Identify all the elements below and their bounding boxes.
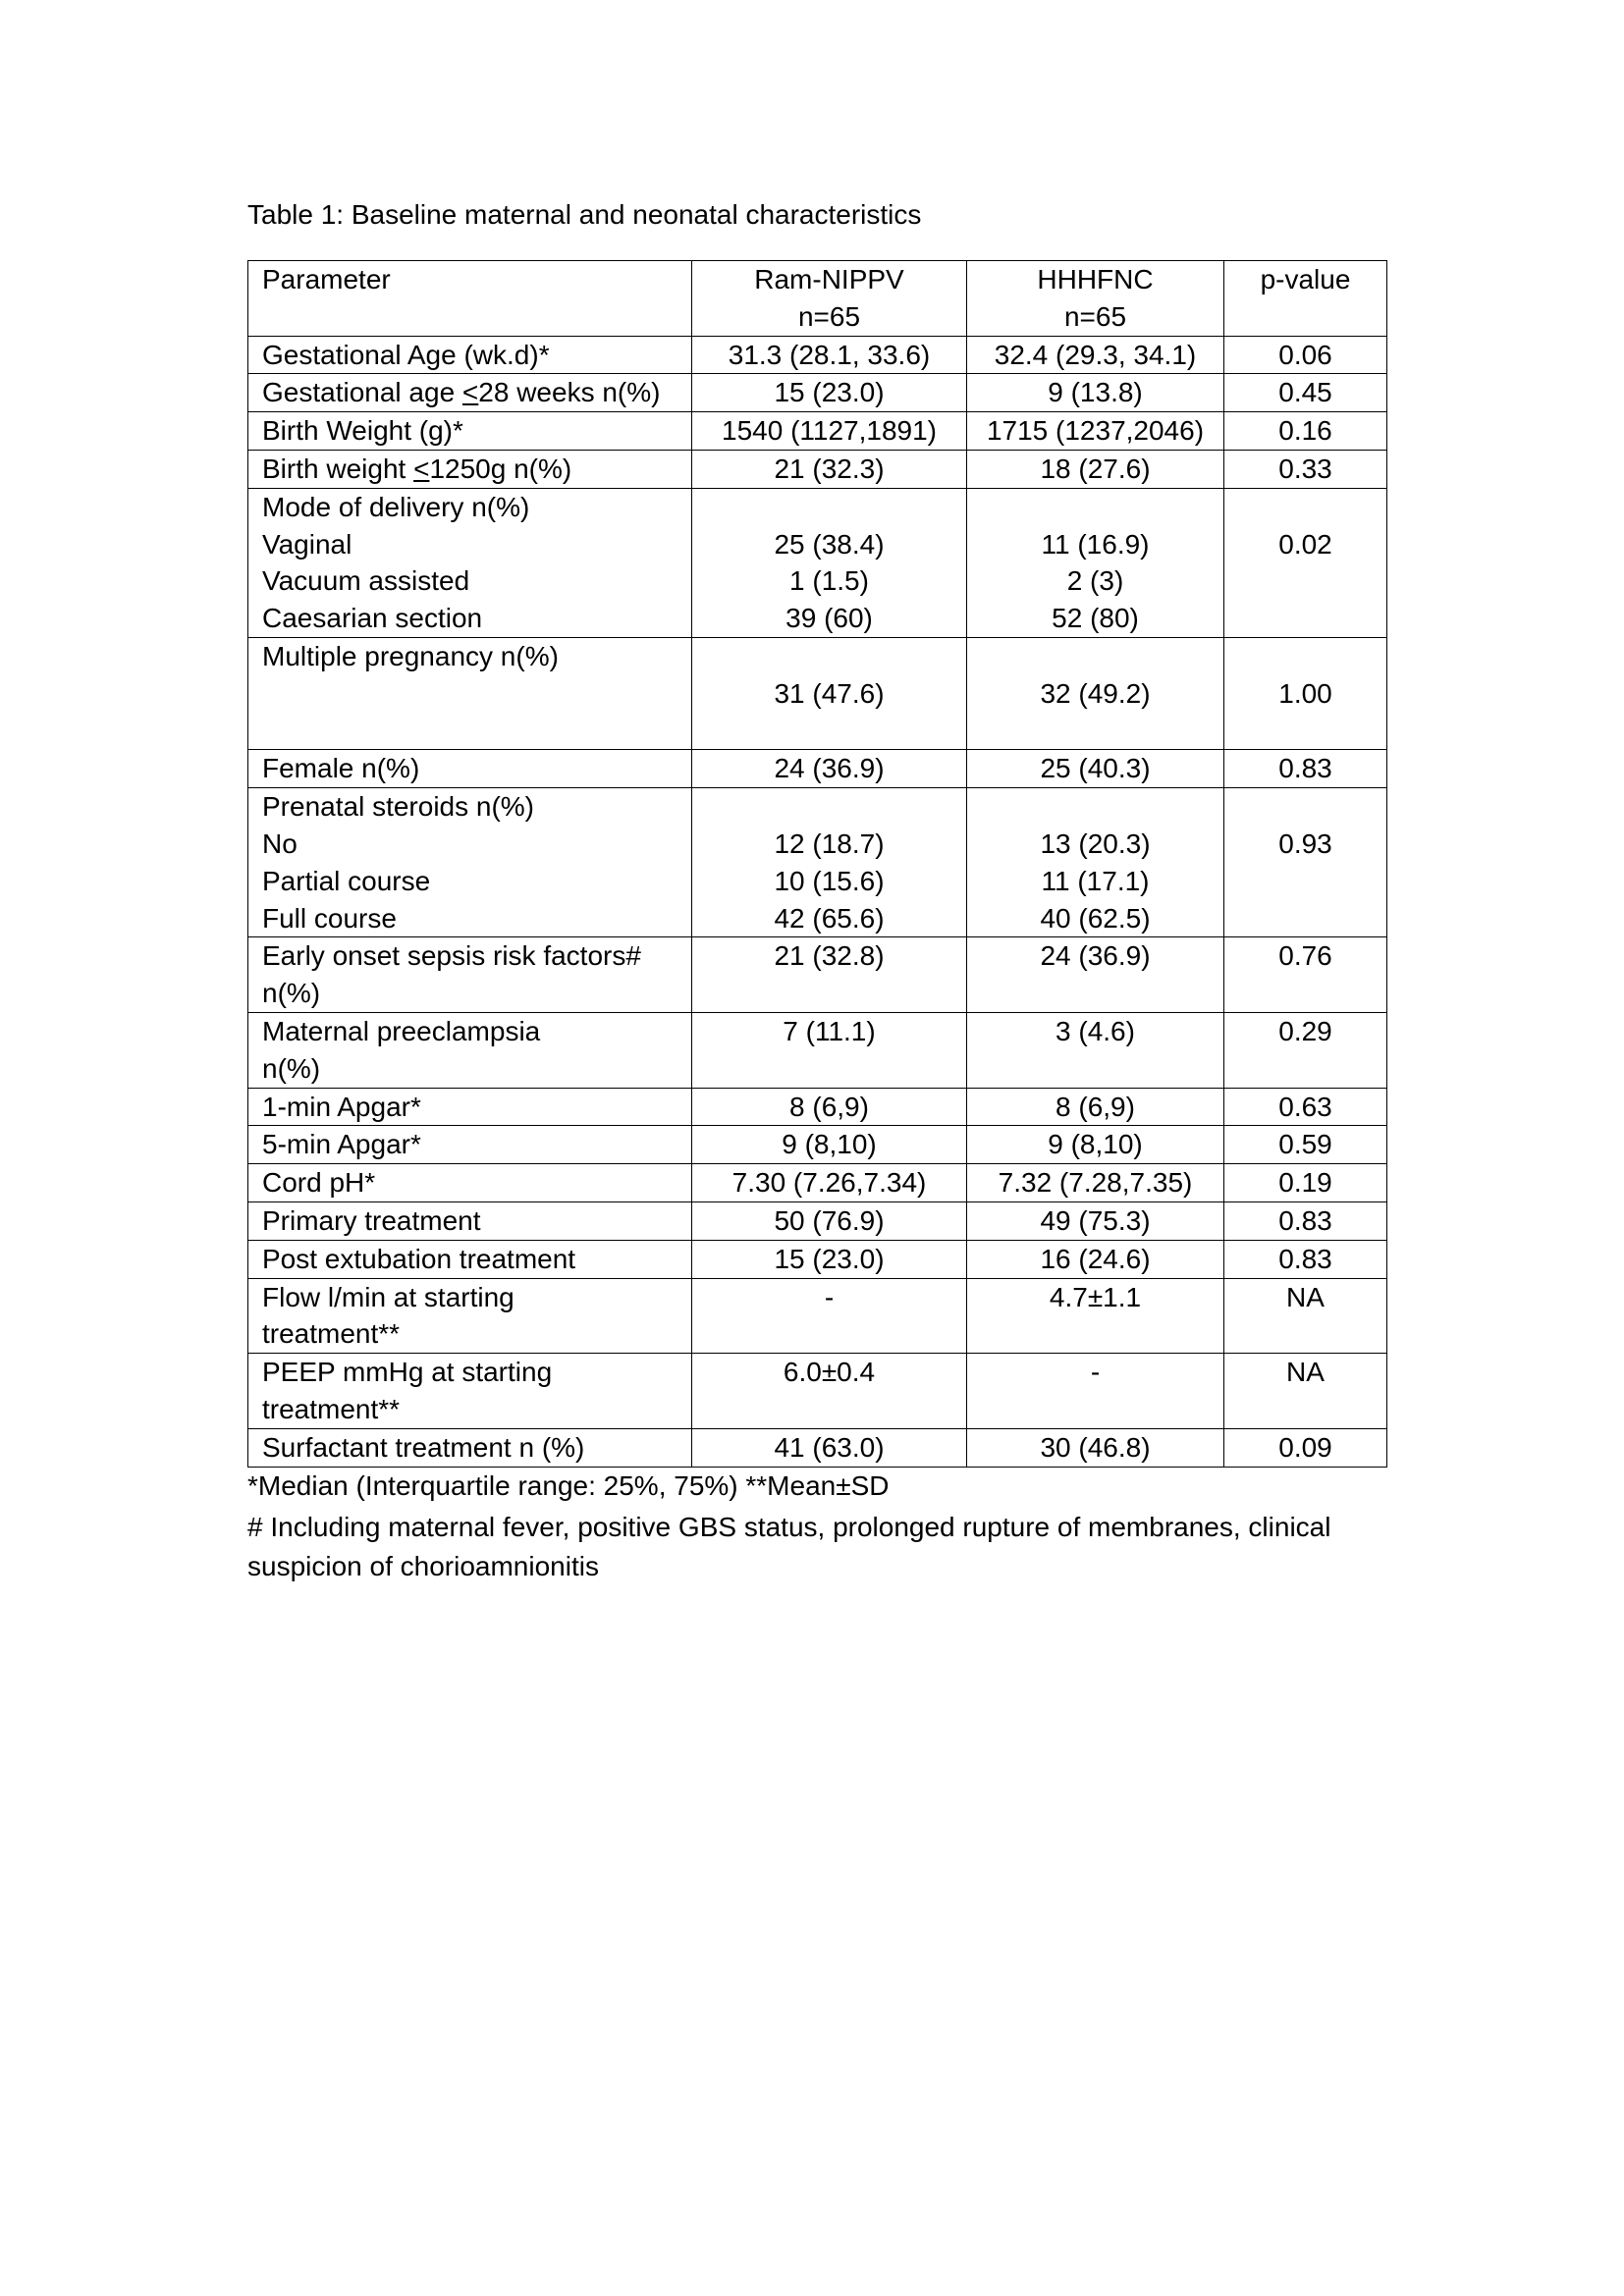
table-row	[248, 1012, 1387, 1088]
row-label	[248, 488, 692, 637]
cell-group1: 6.0±0.4	[692, 1354, 967, 1429]
group2-n: n=65	[1063, 300, 1127, 332]
row-label: Female n(%)	[248, 750, 692, 788]
cell-group2: 4.7±1.1	[967, 1278, 1224, 1354]
cell-group1: 15 (23.0)	[692, 374, 967, 412]
cell-group2: -	[967, 1354, 1224, 1429]
row-label: Primary treatment	[248, 1201, 692, 1240]
table-row	[248, 1164, 1387, 1202]
row-label: 5-min Apgar*	[248, 1126, 692, 1164]
header-group2	[967, 261, 1224, 337]
cell-group2: 25 (40.3)	[967, 750, 1224, 788]
table-header-row	[248, 261, 1387, 337]
table-footnotes	[247, 1467, 1386, 1586]
baseline-characteristics-table	[247, 260, 1387, 1468]
cell-group2: 16 (24.6)	[967, 1240, 1224, 1278]
table-row	[248, 336, 1387, 374]
table-row	[248, 412, 1387, 451]
cell-group1: 21 (32.3)	[692, 450, 967, 488]
cell-group1: 8 (6,9)	[692, 1088, 967, 1126]
delivery-title: Mode of delivery n(%)	[262, 491, 530, 522]
cell-group1: 15 (23.0)	[692, 1240, 967, 1278]
row-label: Post extubation treatment	[248, 1240, 692, 1278]
cell-group1: 12 (18.7) 10 (15.6) 42 (65.6)	[692, 788, 967, 937]
cell-group2: 30 (46.8)	[967, 1428, 1224, 1467]
table-row	[248, 1240, 1387, 1278]
footnote-statistics: *Median (Interquartile range: 25%, 75%) **Mean±SD	[247, 1470, 890, 1501]
cell-pvalue: 1.00	[1224, 637, 1387, 749]
delivery-caesarian-label: Caesarian section	[262, 603, 483, 634]
table-row	[248, 1428, 1387, 1467]
cell-pvalue: 0.83	[1224, 750, 1387, 788]
cell-group1: -	[692, 1278, 967, 1354]
row-label: Early onset sepsis risk factors# n(%)	[248, 937, 692, 1013]
table-row	[248, 788, 1387, 937]
cell-pvalue: 0.33	[1224, 450, 1387, 488]
cell-pvalue: 0.29	[1224, 1012, 1387, 1088]
table-row	[248, 1088, 1387, 1126]
cell-group2: 49 (75.3)	[967, 1201, 1224, 1240]
header-group1	[692, 261, 967, 337]
cell-group1: 24 (36.9)	[692, 750, 967, 788]
table-row	[248, 750, 1387, 788]
group1-name: Ram-NIPPV	[754, 264, 904, 294]
table-row	[248, 1278, 1387, 1354]
cell-pvalue: 0.19	[1224, 1164, 1387, 1202]
table-row	[248, 937, 1387, 1013]
cell-group1: 31 (47.6)	[692, 637, 967, 749]
cell-group2: 1715 (1237,2046)	[967, 412, 1224, 451]
cell-pvalue: 0.02	[1224, 488, 1387, 637]
cell-group2: 11 (16.9) 2 (3) 52 (80)	[967, 488, 1224, 637]
row-label: Maternal preeclampsia n(%)	[248, 1012, 692, 1088]
header-pvalue: p-value	[1224, 261, 1387, 337]
row-label: Flow l/min at starting treatment**	[248, 1278, 692, 1354]
cell-group2: 3 (4.6)	[967, 1012, 1224, 1088]
row-label: Cord pH*	[248, 1164, 692, 1202]
group2-name: HHHFNC	[1037, 264, 1154, 294]
delivery-vacuum-label: Vacuum assisted	[262, 565, 470, 597]
row-label: Gestational age <28 weeks n(%)	[248, 374, 692, 412]
row-label: Multiple pregnancy n(%)	[248, 637, 692, 749]
cell-group2: 24 (36.9)	[967, 937, 1224, 1013]
cell-pvalue: 0.83	[1224, 1201, 1387, 1240]
footnote-sepsis-risk: # Including maternal fever, positive GBS status, prolonged rupture of membranes, clinical suspicion of chorioamnionitis	[247, 1512, 1331, 1581]
delivery-vaginal-label: Vaginal	[262, 528, 352, 560]
cell-pvalue: NA	[1224, 1354, 1387, 1429]
cell-group1: 21 (32.8)	[692, 937, 967, 1013]
table-row	[248, 488, 1387, 637]
row-label: Birth Weight (g)*	[248, 412, 692, 451]
cell-group1: 7 (11.1)	[692, 1012, 967, 1088]
cell-group1: 50 (76.9)	[692, 1201, 967, 1240]
row-label: PEEP mmHg at starting treatment**	[248, 1354, 692, 1429]
group1-n: n=65	[797, 300, 861, 332]
table-row	[248, 1126, 1387, 1164]
cell-pvalue: 0.16	[1224, 412, 1387, 451]
row-label: Birth weight <1250g n(%)	[248, 450, 692, 488]
cell-pvalue: 0.59	[1224, 1126, 1387, 1164]
cell-group2: 13 (20.3) 11 (17.1) 40 (62.5)	[967, 788, 1224, 937]
cell-group1: 25 (38.4) 1 (1.5) 39 (60)	[692, 488, 967, 637]
table-row	[248, 374, 1387, 412]
cell-group1: 9 (8,10)	[692, 1126, 967, 1164]
row-label	[248, 788, 692, 937]
cell-pvalue: 0.09	[1224, 1428, 1387, 1467]
cell-group2: 18 (27.6)	[967, 450, 1224, 488]
steroids-full-label: Full course	[262, 902, 397, 934]
table-row	[248, 450, 1387, 488]
table-row	[248, 637, 1387, 749]
row-label: 1-min Apgar*	[248, 1088, 692, 1126]
table-row	[248, 1201, 1387, 1240]
steroids-no-label: No	[262, 828, 298, 859]
cell-group2: 32.4 (29.3, 34.1)	[967, 336, 1224, 374]
cell-group2: 32 (49.2)	[967, 637, 1224, 749]
header-parameter: Parameter	[248, 261, 692, 337]
cell-group2: 9 (13.8)	[967, 374, 1224, 412]
cell-group1: 1540 (1127,1891)	[692, 412, 967, 451]
cell-group1: 41 (63.0)	[692, 1428, 967, 1467]
steroids-title: Prenatal steroids n(%)	[262, 791, 535, 823]
cell-pvalue: 0.83	[1224, 1240, 1387, 1278]
cell-group1: 7.30 (7.26,7.34)	[692, 1164, 967, 1202]
cell-group2: 7.32 (7.28,7.35)	[967, 1164, 1224, 1202]
cell-pvalue: NA	[1224, 1278, 1387, 1354]
cell-pvalue: 0.63	[1224, 1088, 1387, 1126]
cell-group2: 9 (8,10)	[967, 1126, 1224, 1164]
row-label: Surfactant treatment n (%)	[248, 1428, 692, 1467]
cell-pvalue: 0.76	[1224, 937, 1387, 1013]
steroids-partial-label: Partial course	[262, 865, 431, 896]
cell-group1: 31.3 (28.1, 33.6)	[692, 336, 967, 374]
cell-pvalue: 0.45	[1224, 374, 1387, 412]
table-caption: Table 1: Baseline maternal and neonatal characteristics	[247, 199, 922, 230]
cell-group2: 8 (6,9)	[967, 1088, 1224, 1126]
cell-pvalue: 0.93	[1224, 788, 1387, 937]
table-row	[248, 1354, 1387, 1429]
cell-pvalue: 0.06	[1224, 336, 1387, 374]
row-label: Gestational Age (wk.d)*	[248, 336, 692, 374]
